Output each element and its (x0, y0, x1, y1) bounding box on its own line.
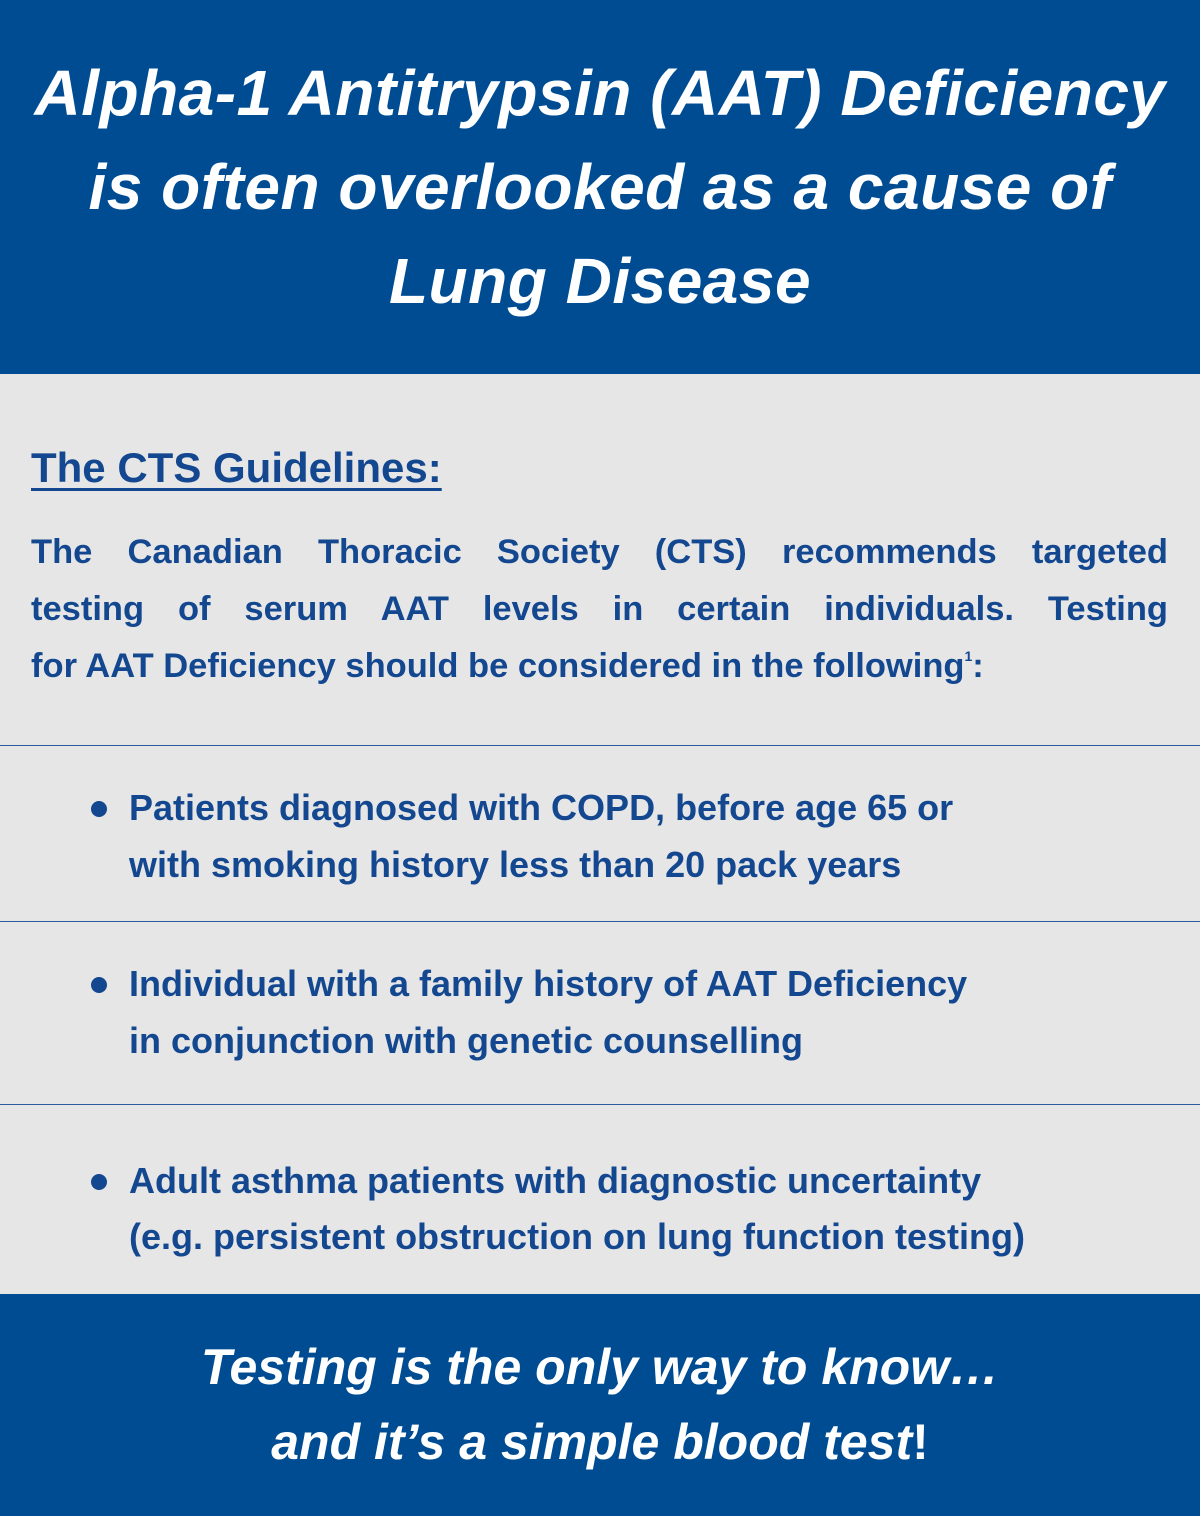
bullet-line: (e.g. persistent obstruction on lung function testing) (129, 1216, 1025, 1257)
guidelines-paragraph (31, 524, 1168, 695)
footer-banner (0, 1294, 1200, 1516)
header-banner (0, 0, 1200, 374)
bullet-dot (91, 1174, 107, 1190)
footer-line-1: Testing is the only way to know… (200, 1339, 1000, 1395)
bullet-dot (91, 977, 107, 993)
header-title-line-1: Alpha-1 Antitrypsin (AAT) Deficiency (34, 57, 1166, 129)
paragraph-line-2: testing of serum AAT levels in certain individuals. Testing (31, 590, 1168, 628)
paragraph-line-1: The Canadian Thoracic Society (CTS) recommends targeted (31, 533, 1168, 571)
footer-exclamation: ! (912, 1414, 929, 1470)
guidelines-section (0, 374, 1200, 745)
bullet-line: Patients diagnosed with COPD, before age 65 or (129, 787, 954, 828)
paragraph-line-3 (31, 638, 1168, 695)
list-item (0, 746, 1200, 921)
list-item (0, 922, 1200, 1104)
header-title-line-3: Lung Disease (388, 245, 812, 317)
footer-line-2-text: and it’s a simple blood test (271, 1414, 913, 1470)
bullet-line: Individual with a family history of AAT Deficiency (129, 963, 968, 1004)
bullet-line: with smoking history less than 20 pack years (129, 844, 902, 885)
bullet-dot (91, 801, 107, 817)
guidelines-heading: The CTS Guidelines: (31, 444, 442, 491)
paragraph-colon: : (972, 647, 984, 685)
header-title-line-2: is often overlooked as a cause of (88, 151, 1112, 223)
bullet-line: in conjunction with genetic counselling (129, 1020, 804, 1061)
paragraph-line-3-text: for AAT Deficiency should be considered in the following (31, 647, 965, 685)
bullet-line: Adult asthma patients with diagnostic uncertainty (129, 1160, 982, 1201)
footer-line-2 (271, 1405, 929, 1480)
footnote-marker: 1 (964, 648, 973, 664)
list-item (0, 1105, 1200, 1294)
